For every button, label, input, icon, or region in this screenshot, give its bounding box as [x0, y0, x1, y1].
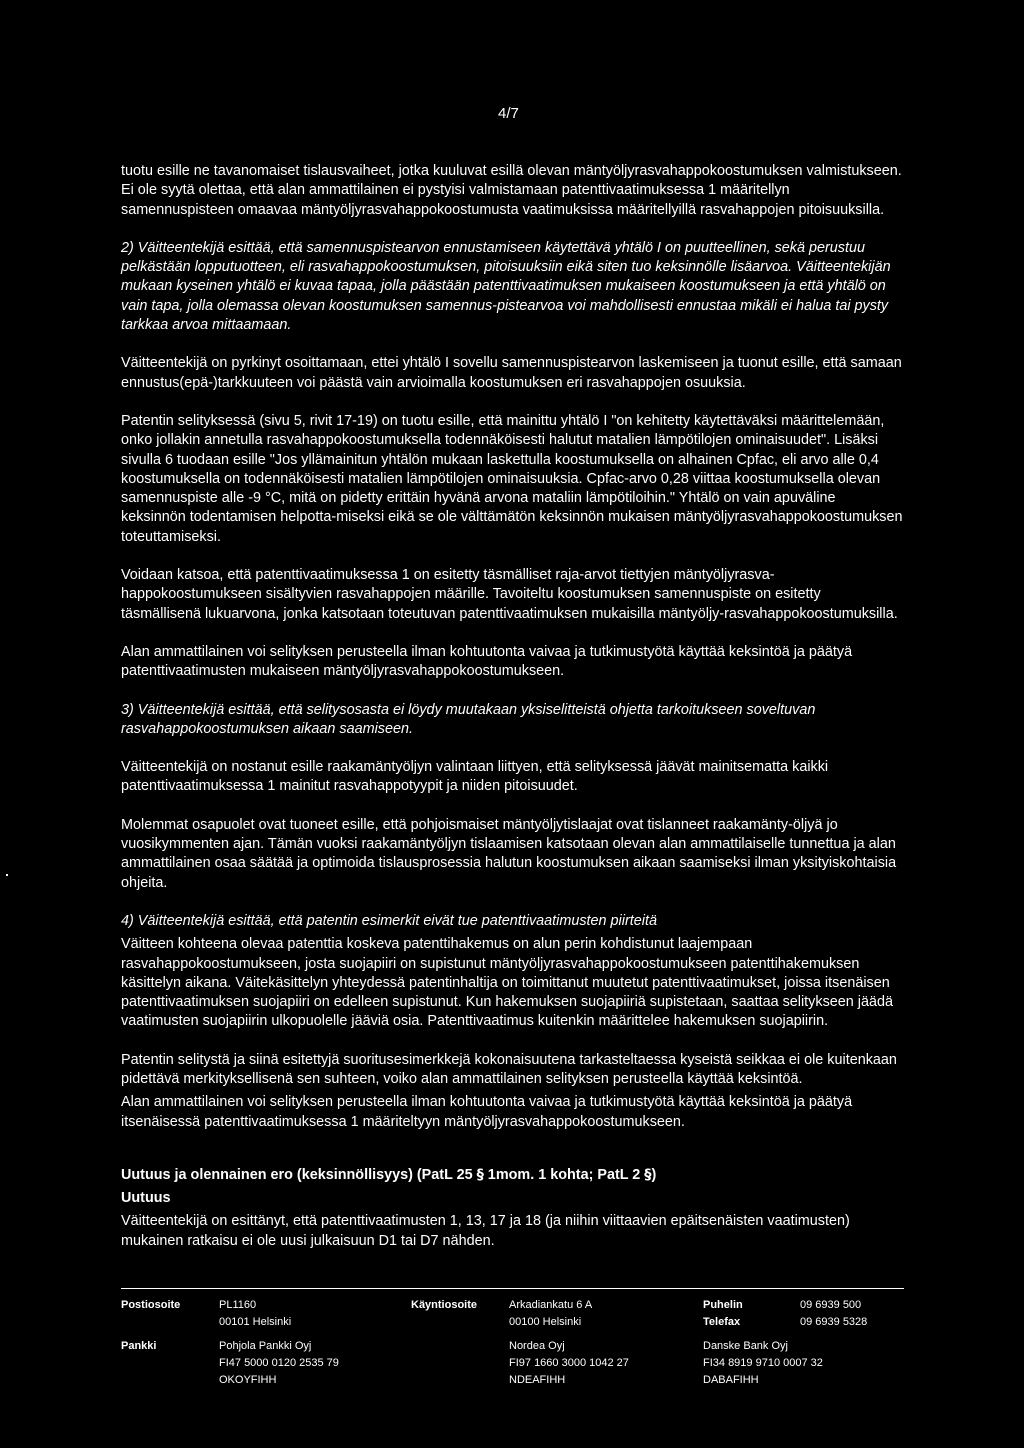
argument-2: 2) Väitteentekijä esittää, että samennuspistearvon ennustamiseen käytettävä yhtälö I on puutteellinen, sekä perustuu pelkästään lopputuotteen, eli rasvahappokoostumuksen, pitoisuuksiin eikä siten tuo keksinnölle lisäarvoa. Väitteentekijän mukaan kyseinen yhtälö ei kuvaa tapaa, jolla päästään patenttivaatimuksen mukaiseen koostumukseen ja että yhtälö on vain tapa, jolla olemassa olevan koostumuksen samennus-pistearvoa voi mahdollisesti ennustaa mikäli ei halua tai pysty tarkkaa arvoa mittaamaan. — [121, 239, 891, 334]
page-number: 4/7 — [498, 105, 519, 122]
bank2-bic: NDEAFIHH — [509, 1374, 566, 1386]
bank2-iban: FI97 1660 3000 1042 27 — [509, 1357, 629, 1369]
section-sign: § — [476, 1166, 484, 1183]
bank3-name: Danske Bank Oyj — [703, 1340, 788, 1352]
fax-value: 09 6939 5328 — [800, 1316, 868, 1328]
section-heading — [121, 1166, 903, 1185]
document-body — [121, 162, 903, 1270]
phone-value: 09 6939 500 — [800, 1299, 862, 1311]
postal-address-label: Postiosoite — [121, 1299, 181, 1311]
section-heading-part: 1mom. 1 kohta; PatL 2 — [483, 1166, 645, 1183]
fax-label: Telefax — [703, 1316, 741, 1328]
footer-divider — [121, 1288, 904, 1289]
paragraph: Alan ammattilainen voi selityksen perusteella ilman kohtuutonta vaivaa ja tutkimustyötä käyttää keksintöä ja päätyä patenttivaatimusten mukaiseen mäntyöljyrasvahappokoostumukseen. — [121, 643, 853, 680]
bank3-iban: FI34 8919 9710 0007 32 — [703, 1357, 823, 1369]
visiting-address-label: Käyntiosoite — [411, 1299, 478, 1311]
bank3-bic: DABAFIHH — [703, 1374, 759, 1386]
margin-mark — [6, 874, 8, 876]
paragraph: Alan ammattilainen voi selityksen perusteella ilman kohtuutonta vaivaa ja tutkimustyötä käyttää keksintöä ja päätyä itsenäisessä patenttivaatimuksessa 1 määriteltyyn mäntyöljyrasvahappokoostumukseen. — [121, 1094, 853, 1130]
argument-4: 4) Väitteentekijä esittää, että patentin esimerkit eivät tue patenttivaatimusten piirteitä — [121, 912, 657, 929]
bank-label: Pankki — [121, 1340, 157, 1352]
paragraph: Patentin selityksessä (sivu 5, rivit 17-19) on tuotu esille, että mainittu yhtälö I "on kehitetty käytettäväksi määrittelemään, onko jollakin annetulla rasvahappokoostumuksella todennäköisesti halutut matalien lämpötilojen ominaisuudet". Lisäksi sivulla 6 tuodaan esille "Jos yllämainitun yhtälön mukaan laskettulla koostumuksella on alhainen Cpfac, eli arvo alle 0,4 koostumuksella on todennäköisesti matalien lämpötilojen ominaisuuksia. Cpfac-arvo 0,28 viittaa koostumuksella olevan samennuspiste alle -9 °C, mitä on pidetty erittäin hyvänä arvona mataliin lämpötiloihin." Yhtälö on vain apuväline keksinnön todentamisen helpotta-miseksi eikä se ole välttämätön keksinnön mukaisen mäntyöljyrasvahappokoostumuksen toteuttamiseksi. — [121, 412, 903, 545]
postal-address-line: PL1160 — [219, 1299, 257, 1311]
section-sign: § — [644, 1166, 652, 1183]
postal-address-city: 00101 Helsinki — [219, 1316, 292, 1328]
paragraph: Molemmat osapuolet ovat tuoneet esille, että pohjoismaiset mäntyöljytislaajat ovat tislanneet raakamänty-öljyä jo vuosikymmenten ajan. Tämän vuoksi raakamäntyöljyn tislaamisen katsotaan olevan alan ammattilaiselle tunnettua ja alan ammattilainen osaa säätää ja optimoida tislausprosessia halutun koostumuksen aikaan saamiseksi ilman yksityiskohtaisia ohjeita. — [121, 816, 897, 891]
visiting-address-line: Arkadiankatu 6 A — [509, 1299, 593, 1311]
paragraph: Väitteentekijä on nostanut esille raakamäntyöljyn valintaan liittyen, että selityksessä jäävät mainitsematta kaikki patenttivaatimuksessa 1 mainitut rasvahappotyypit ja niiden pitoisuudet. — [121, 759, 829, 795]
paragraph: Patentin selitystä ja siinä esitettyjä suoritusesimerkkejä kokonaisuutena tarkasteltaessa kyseistä seikkaa ei ole kuitenkaan pidettävä merkityksellisenä sen suhteen, voiko alan ammattilainen selityksen perusteella käyttää keksintöä. — [121, 1051, 897, 1087]
paragraph: Väitteen kohteena olevaa patenttia koskeva patenttihakemus on alun perin kohdistunut laajempaan rasvahappokoostumukseen, josta suojapiiri on supistunut mäntyöljyrasvahappokoostumukseen patenttihakemuksen käsittelyn aikana. Väitekäsittelyn yhteydessä patentinhaltija on toimittanut muutetut patenttivaatimukset, joissa itsenäisen patenttivaatimuksen suojapiiri on edelleen supistunut. Kun hakemuksen suojapiiriä supistetaan, saattaa selitykseen jäädä vaatimusten suojapiirin ulkopuolelle jääviä osia. Patenttivaatimus kuitenkin määrittelee hakemuksen suojapiirin. — [121, 936, 893, 1030]
bank1-iban: FI47 5000 0120 2535 79 — [219, 1357, 339, 1369]
paragraph: Väitteentekijä on pyrkinyt osoittamaan, ettei yhtälö I sovellu samennuspistearvon laskemiseen ja tuonut esille, että samaan ennustus(epä-)tarkkuuteen voi päästä vain arvioimalla koostumuksen eri rasvahappojen osuuksia. — [121, 355, 902, 391]
section-heading-part: ) — [651, 1166, 657, 1183]
visiting-address-city: 00100 Helsinki — [509, 1316, 582, 1328]
paragraph: Väitteentekijä on esittänyt, että patenttivaatimusten 1, 13, 17 ja 18 (ja niihin viittaavien epäitsenäisten vaatimusten) mukainen ratkaisu ei ole uusi julkaisuun D1 tai D7 nähden. — [121, 1213, 850, 1249]
argument-3: 3) Väitteentekijä esittää, että selitysosasta ei löydy muutakaan yksiselitteistä ohjetta tarkoitukseen soveltuvan rasvahappokoostumuksen aikaan saamiseen. — [121, 701, 816, 737]
paragraph: Voidaan katsoa, että patenttivaatimuksessa 1 on esitetty täsmälliset raja-arvot tiettyjen mäntyöljyrasva-happokoostumukseen sisältyvien rasvahappojen määrille. Tavoiteltu koostumuksen samennuspiste on esitetty täsmällisenä lukuarvona, jonka katsotaan toteutuvan patenttivaatimuksen mukaisilla mäntyöljy-rasvahappokoostumuksilla. — [121, 567, 898, 622]
paragraph: tuotu esille ne tavanomaiset tislausvaiheet, jotka kuuluvat esillä olevan mäntyöljyrasvahappokoostumuksen valmistukseen. Ei ole syytä olettaa, että alan ammattilainen ei pystyisi valmistamaan patenttivaatimuksessa 1 määritellyn samennuspisteen omaavaa mäntyöljyrasvahappokoostumusta vaatimuksissa määritellyillä rasvahappojen pitoisuuksilla. — [121, 163, 902, 218]
phone-label: Puhelin — [703, 1299, 743, 1311]
subsection-heading: Uutuus — [121, 1190, 171, 1207]
bank1-bic: OKOYFIHH — [219, 1374, 277, 1386]
section-heading-part: Uutuus ja olennainen ero (keksinnöllisyys) (PatL 25 — [121, 1166, 477, 1183]
bank2-name: Nordea Oyj — [509, 1340, 565, 1352]
bank1-name: Pohjola Pankki Oyj — [219, 1340, 312, 1352]
